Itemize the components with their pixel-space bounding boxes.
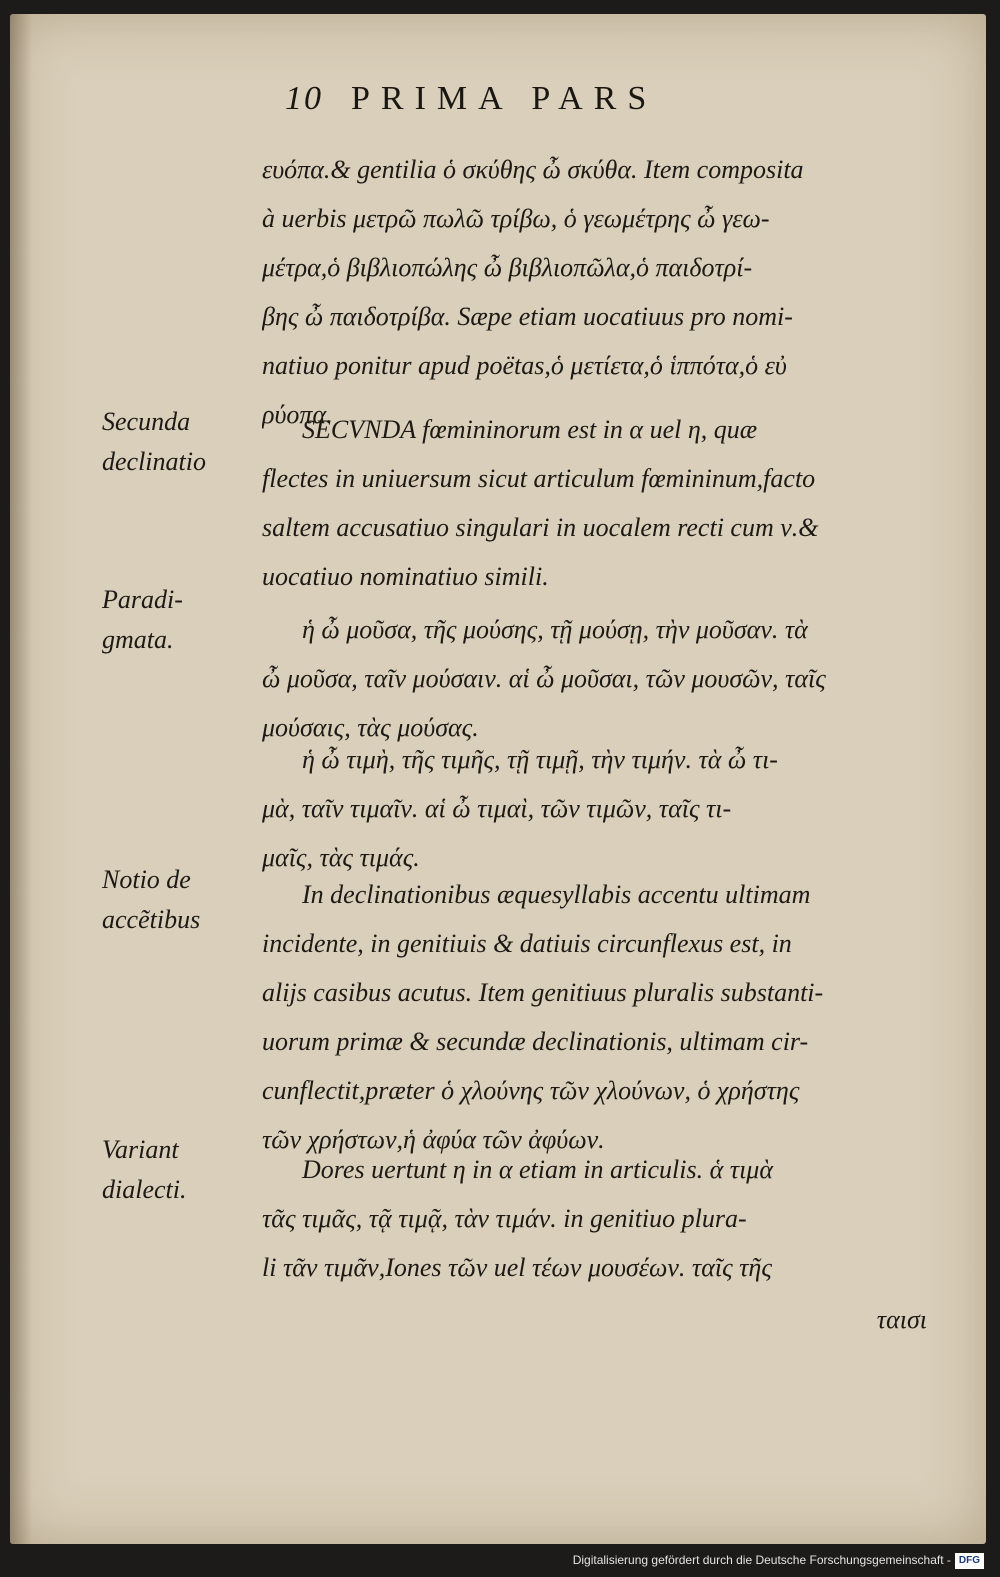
margin-note-secunda-declinatio — [102, 402, 262, 482]
text-line: In declinationibus æquesyllabis accentu ultimam — [302, 880, 811, 909]
margin-note-notio-de-accentibus — [102, 860, 262, 940]
text-line: natiuo ponitur apud poëtas,ὁ μετίετα,ὁ ἱππότα,ὁ εὐ — [262, 351, 787, 380]
paragraph-secunda-declinatio — [262, 405, 962, 601]
text-line: li τᾶν τιμᾶν,Iones τῶν uel τέων μουσέων. ταῖς τῆς — [262, 1253, 772, 1282]
text-line: SECVNDA fœmininorum est in α uel η, quæ — [302, 415, 758, 444]
text-line: βης ὦ παιδοτρίβα. Sæpe etiam uocatiuus pro nomi- — [262, 302, 793, 331]
paragraph-accent-rule — [262, 870, 962, 1164]
margin-line: Secunda — [102, 407, 191, 436]
text-line: τῶν χρήστων,ἡ ἀφύα τῶν ἀφύων. — [262, 1125, 605, 1154]
catchword — [262, 1295, 927, 1344]
digitization-footer — [0, 1544, 1000, 1577]
text-line: μέτρα,ὁ βιβλιοπώλης ὦ βιβλιοπῶλα,ὁ παιδοτρί- — [262, 253, 753, 282]
paragraph-dialects — [262, 1145, 962, 1292]
text-line: ρύοπα. — [262, 400, 333, 429]
dfg-logo: DFG — [955, 1553, 984, 1569]
margin-line: declinatio — [102, 447, 206, 476]
running-title: PRIMA PARS — [351, 80, 658, 117]
text-line: incidente, in genitiuis & datiuis circunflexus est, in — [262, 929, 792, 958]
text-line: alijs casibus acutus. Item genitiuus pluralis substanti- — [262, 978, 824, 1007]
text-line: uocatiuo nominatiuo simili. — [262, 562, 549, 591]
margin-line: accẽtibus — [102, 905, 201, 934]
text-line: uorum primæ & secundæ declinationis, ultimam cir- — [262, 1027, 809, 1056]
margin-line: gmata. — [102, 625, 174, 654]
text-line: saltem accusatiuo singulari in uocalem recti cum ν.& — [262, 513, 819, 542]
text-line: ἡ ὦ μοῦσα, τῆς μούσης, τῇ μούσῃ, τὴν μοῦσαν. τὰ — [302, 615, 808, 644]
text-line: μαῖς, τὰς τιμάς. — [262, 843, 420, 872]
paradigm-time — [262, 735, 962, 882]
paragraph-first-declension-end — [262, 145, 962, 439]
text-line: μὰ, ταῖν τιμαῖν. αἱ ὦ τιμαὶ, τῶν τιμῶν, ταῖς τι- — [262, 794, 732, 823]
running-header — [285, 80, 845, 118]
gutter-shadow — [10, 14, 32, 1544]
catchword-text: ταισι — [876, 1305, 927, 1334]
footer-credit: Digitalisierung gefördert durch die Deutsche Forschungsgemeinschaft - — [572, 1553, 951, 1567]
margin-line: dialecti. — [102, 1175, 187, 1204]
margin-note-variant-dialecti — [102, 1130, 262, 1210]
margin-note-paradigmata — [102, 580, 262, 660]
text-line: ὦ μοῦσα, ταῖν μούσαιν. αἱ ὦ μοῦσαι, τῶν μουσῶν, ταῖς — [262, 664, 826, 693]
paradigm-mousa — [262, 605, 962, 752]
text-line: cunflectit,præter ὁ χλούνης τῶν χλούνων, ὁ χρήστης — [262, 1076, 800, 1105]
page-number: 10 — [285, 80, 323, 117]
text-line: à uerbis μετρῶ πωλῶ τρίβω, ὁ γεωμέτρης ὦ γεω- — [262, 204, 770, 233]
text-line: Dores uertunt η in α etiam in articulis. ἁ τιμὰ — [302, 1155, 773, 1184]
margin-line: Variant — [102, 1135, 179, 1164]
margin-line: Notio de — [102, 865, 191, 894]
text-line: τᾶς τιμᾶς, τᾷ τιμᾷ, τὰν τιμάν. in genitiuo plura- — [262, 1204, 747, 1233]
text-line: μούσαις, τὰς μούσας. — [262, 713, 479, 742]
margin-line: Paradi- — [102, 585, 183, 614]
text-line: ἡ ὦ τιμὴ, τῆς τιμῆς, τῇ τιμῇ, τὴν τιμήν. τὰ ὦ τι- — [302, 745, 778, 774]
text-line: ευόπα.& gentilia ὁ σκύθης ὦ σκύθα. Item composita — [262, 155, 804, 184]
text-line: flectes in uniuersum sicut articulum fœmininum,facto — [262, 464, 816, 493]
